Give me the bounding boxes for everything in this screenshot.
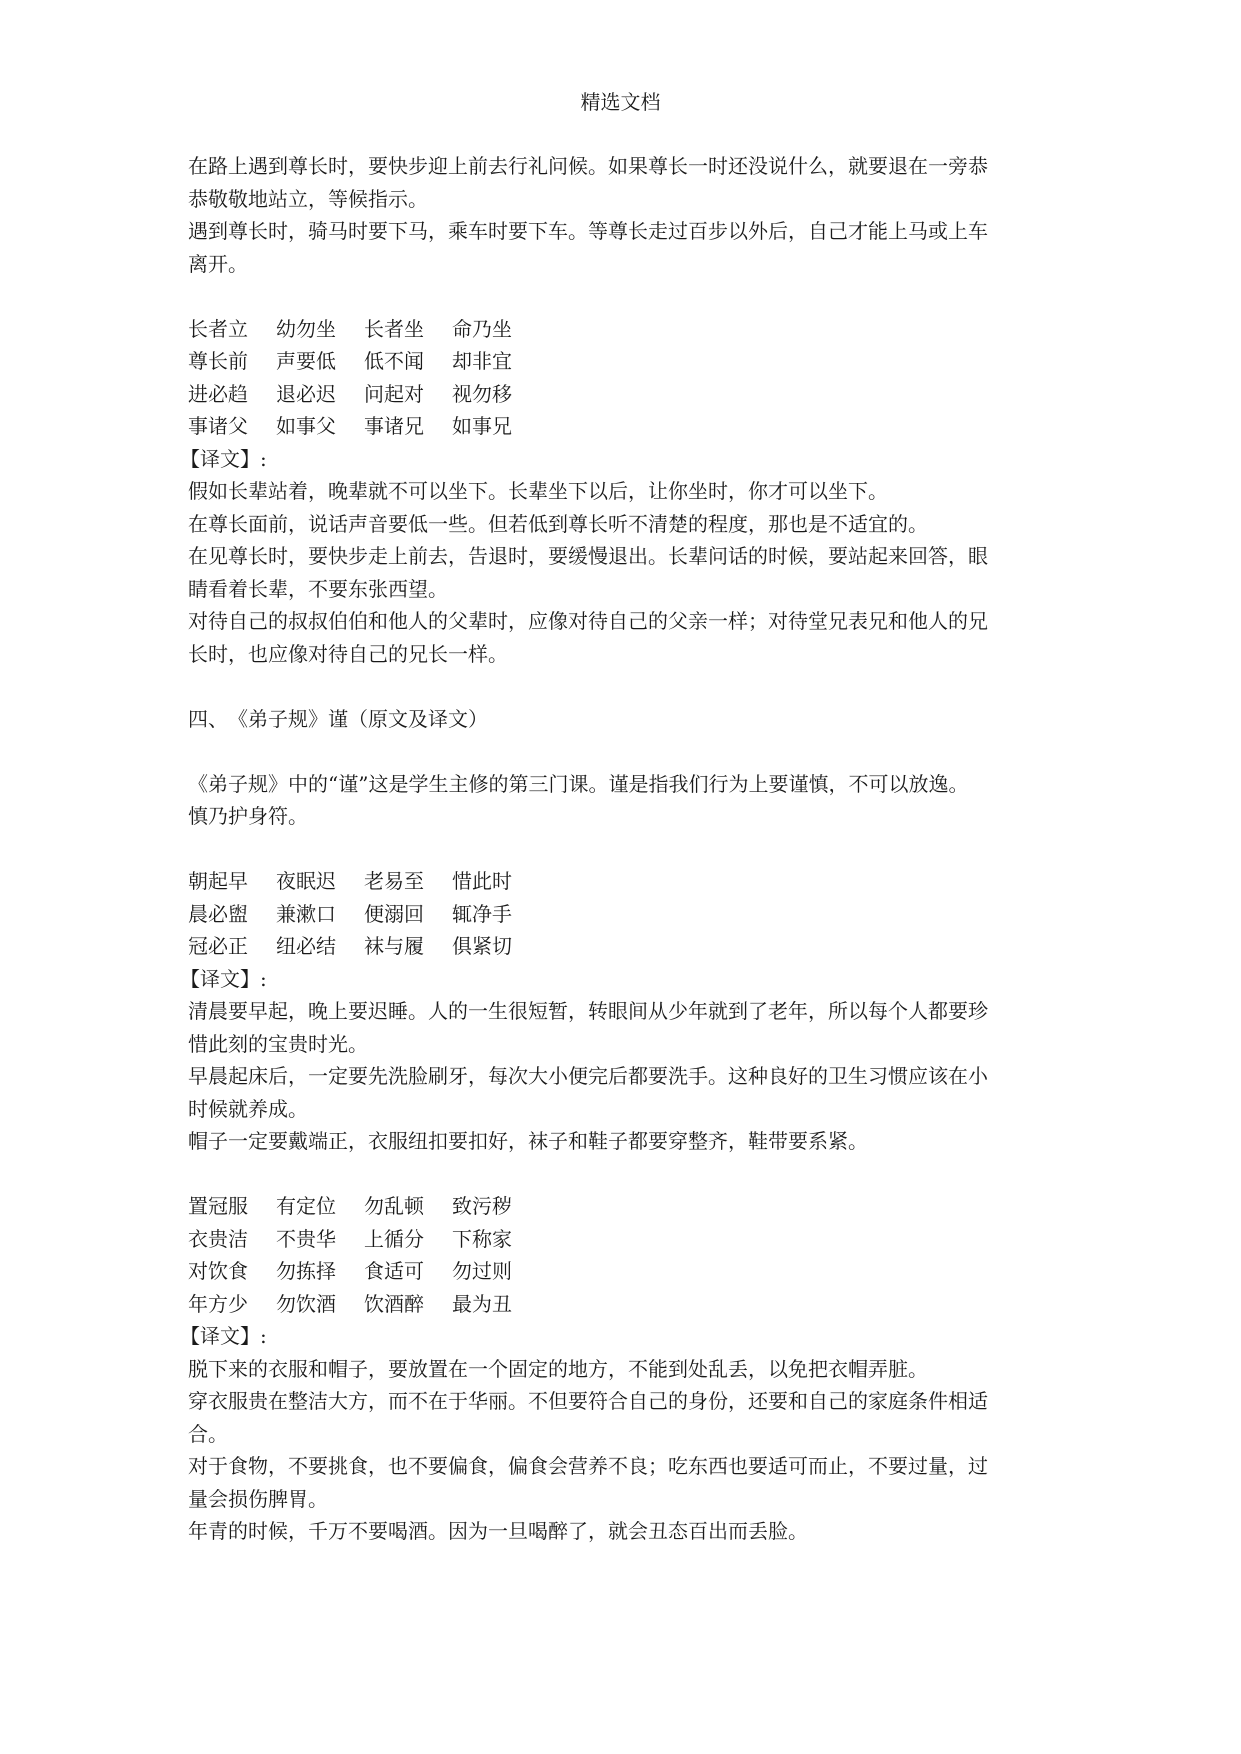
verse-phrase: 俱紧切 <box>452 934 512 958</box>
page-header: 精选文档 <box>580 90 661 114</box>
verse-phrase: 声要低 <box>276 349 336 373</box>
text-line: 《弟子规》中的“谨”这是学生主修的第三门课。谨是指我们行为上要谨慎，不可以放逸。 <box>188 771 969 796</box>
verse-phrase: 命乃坐 <box>452 316 512 341</box>
verse-line <box>188 1190 1056 1223</box>
text-line: 在见尊长时，要快步走上前去，告退时，要缓慢退出。长辈问话的时候，要站起来回答，眼 <box>188 544 988 568</box>
verse-phrase: 问起对 <box>364 381 424 406</box>
text-line: 年青的时候，千万不要喝酒。因为一旦喝醉了，就会丑态百出而丢脸。 <box>188 1519 808 1543</box>
text-line: 穿衣服贵在整洁大方，而不在于华丽。不但要符合自己的身份，还要和自己的家庭条件相适 <box>188 1389 988 1413</box>
verse-phrase: 有定位 <box>276 1194 336 1218</box>
verse-line <box>188 313 1056 346</box>
verse-phrase: 辄净手 <box>452 901 512 926</box>
verse-phrase: 食适可 <box>364 1259 424 1283</box>
document-body <box>180 150 1056 1548</box>
verse-phrase: 低不闻 <box>364 349 424 373</box>
text-line: 对待自己的叔叔伯伯和他人的父辈时，应像对待自己的父亲一样；对待堂兄表兄和他人的兄 <box>188 609 988 633</box>
verse-phrase: 却非宜 <box>452 349 512 373</box>
verse-phrase: 进必趋 <box>188 381 248 406</box>
text-line: 在路上遇到尊长时，要快步迎上前去行礼问候。如果尊长一时还没说什么，就要退在一旁恭 <box>188 154 988 178</box>
verse-phrase: 勿乱顿 <box>364 1194 424 1218</box>
verse-phrase: 最为丑 <box>452 1291 512 1316</box>
verse-phrase: 年方少 <box>188 1291 248 1316</box>
blank-line <box>188 1158 1056 1191</box>
verse-phrase: 纽必结 <box>276 934 336 958</box>
verse-phrase: 事诸兄 <box>364 414 424 438</box>
text-line: 脱下来的衣服和帽子，要放置在一个固定的地方，不能到处乱丢，以免把衣帽弄脏。 <box>188 1356 928 1381</box>
blank-line <box>188 670 1056 703</box>
blank-line <box>188 735 1056 768</box>
verse-phrase: 衣贵洁 <box>188 1226 248 1251</box>
verse-line <box>188 345 1056 378</box>
text-line: 在尊长面前，说话声音要低一些。但若低到尊长听不清楚的程度，那也是不适宜的。 <box>188 511 928 536</box>
verse-line <box>188 410 1056 443</box>
translation-label: 【译文】: <box>180 446 267 471</box>
verse-phrase: 致污秽 <box>452 1194 512 1218</box>
verse-phrase: 退必迟 <box>276 381 336 406</box>
text-line: 遇到尊长时，骑马时要下马，乘车时要下车。等尊长走过百步以外后，自己才能上马或上车 <box>188 219 988 243</box>
verse-phrase: 事诸父 <box>188 414 248 438</box>
verse-line <box>188 1288 1056 1321</box>
verse-line <box>188 865 1056 898</box>
verse-line <box>188 898 1056 931</box>
text-line: 慎乃护身符。 <box>188 804 308 828</box>
text-line: 长时，也应像对待自己的兄长一样。 <box>188 641 508 666</box>
text-line: 假如长辈站着，晚辈就不可以坐下。长辈坐下以后，让你坐时，你才可以坐下。 <box>188 479 888 503</box>
verse-phrase: 对饮食 <box>188 1259 248 1283</box>
verse-phrase: 夜眠迟 <box>276 869 336 893</box>
verse-phrase: 袜与履 <box>364 934 424 958</box>
verse-phrase: 视勿移 <box>452 381 512 406</box>
text-line: 量会损伤脾胃。 <box>188 1486 328 1511</box>
text-line: 清晨要早起，晚上要迟睡。人的一生很短暂，转眼间从少年就到了老年，所以每个人都要珍 <box>188 999 988 1023</box>
verse-line <box>188 1255 1056 1288</box>
verse-phrase: 晨必盥 <box>188 901 248 926</box>
text-line: 帽子一定要戴端正，衣服纽扣要扣好，袜子和鞋子都要穿整齐，鞋带要系紧。 <box>188 1129 868 1153</box>
text-line: 合。 <box>188 1421 228 1446</box>
verse-phrase: 长者立 <box>188 316 248 341</box>
verse-phrase: 勿过则 <box>452 1259 512 1283</box>
verse-phrase: 如事兄 <box>452 414 512 438</box>
verse-phrase: 朝起早 <box>188 869 248 893</box>
verse-line <box>188 1223 1056 1256</box>
verse-phrase: 便溺回 <box>364 901 424 926</box>
text-line: 恭敬敬地站立，等候指示。 <box>188 186 428 211</box>
verse-line <box>188 930 1056 963</box>
text-line: 四、 《弟子规》谨（原文及译文） <box>188 706 488 731</box>
text-line: 惜此刻的宝贵时光。 <box>188 1031 368 1056</box>
verse-phrase: 尊长前 <box>188 349 248 373</box>
verse-phrase: 勿拣择 <box>276 1259 336 1283</box>
blank-line <box>188 280 1056 313</box>
verse-phrase: 兼漱口 <box>276 901 336 926</box>
verse-phrase: 惜此时 <box>452 869 512 893</box>
verse-phrase: 幼勿坐 <box>276 316 336 341</box>
verse-phrase: 冠必正 <box>188 934 248 958</box>
text-line: 早晨起床后，一定要先洗脸刷牙，每次大小便完后都要洗手。这种良好的卫生习惯应该在小 <box>188 1064 988 1088</box>
verse-phrase: 饮酒醉 <box>364 1291 424 1316</box>
text-line: 对于食物，不要挑食，也不要偏食，偏食会营养不良；吃东西也要适可而止，不要过量，过 <box>188 1454 988 1478</box>
verse-phrase: 置冠服 <box>188 1194 248 1218</box>
verse-phrase: 如事父 <box>276 414 336 438</box>
verse-line <box>188 378 1056 411</box>
verse-phrase: 上循分 <box>364 1226 424 1251</box>
verse-phrase: 老易至 <box>364 869 424 893</box>
translation-label: 【译文】: <box>180 1324 267 1348</box>
text-line: 时候就养成。 <box>188 1096 308 1121</box>
translation-label: 【译文】: <box>180 966 267 991</box>
verse-phrase: 勿饮酒 <box>276 1291 336 1316</box>
text-line: 睛看着长辈，不要东张西望。 <box>188 576 448 601</box>
verse-phrase: 不贵华 <box>276 1226 336 1251</box>
text-line: 离开。 <box>188 251 248 276</box>
verse-phrase: 长者坐 <box>364 316 424 341</box>
verse-phrase: 下称家 <box>452 1226 512 1251</box>
blank-line <box>188 833 1056 866</box>
